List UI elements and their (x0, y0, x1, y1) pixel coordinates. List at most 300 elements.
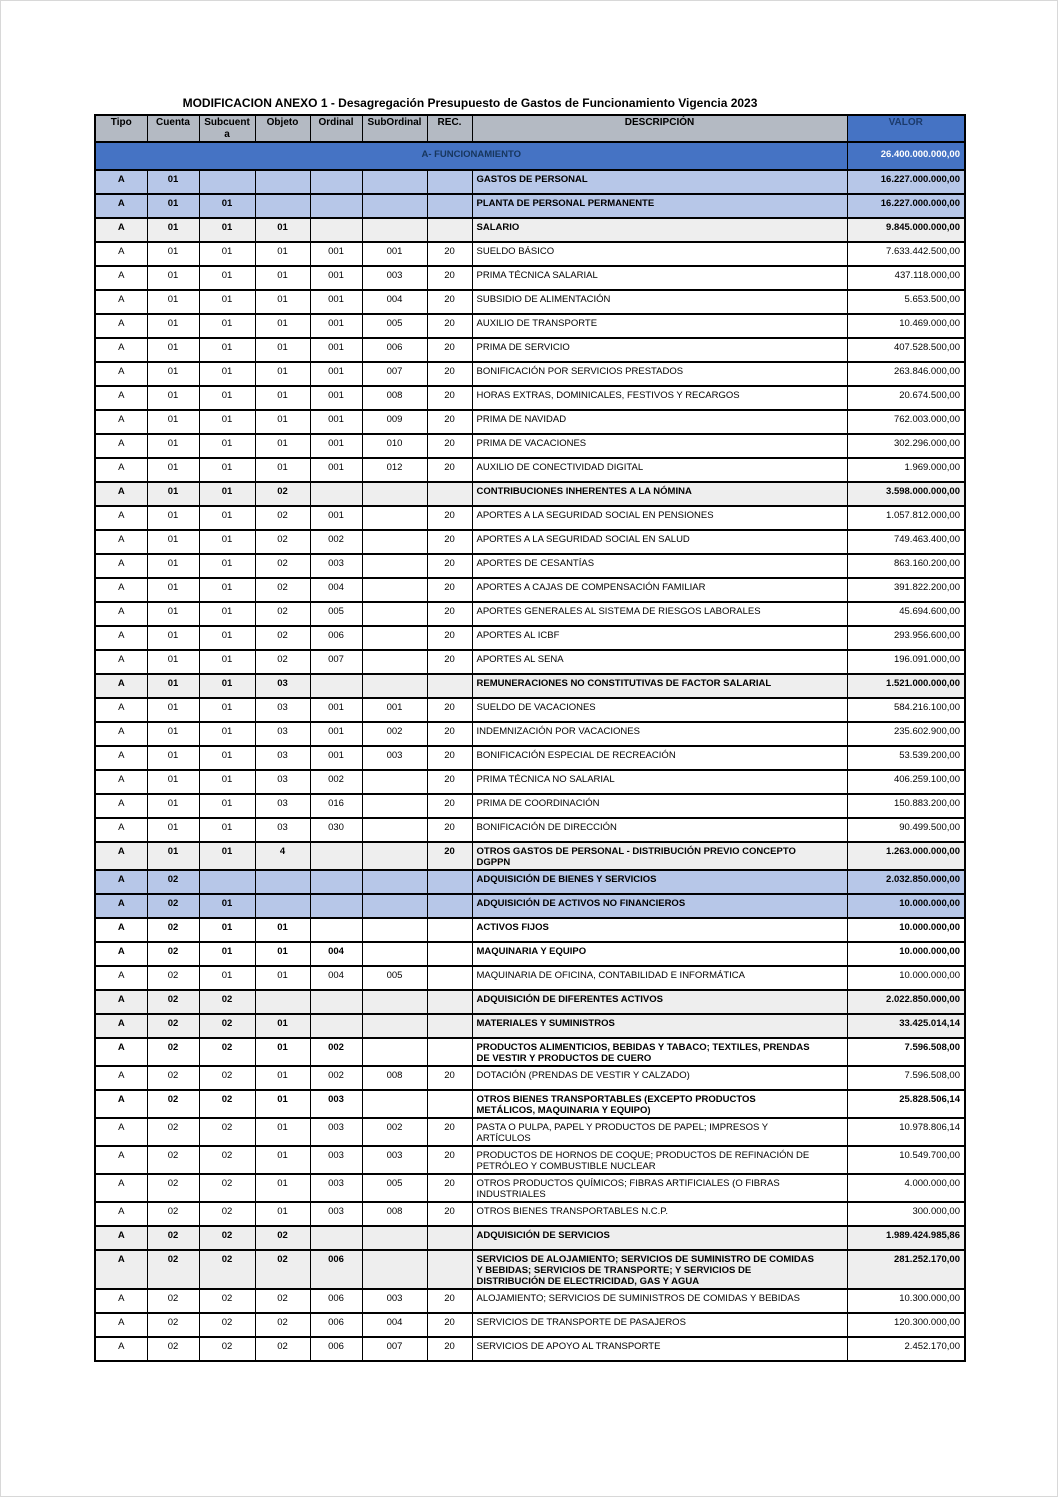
cell-tipo: A (95, 218, 147, 242)
cell-objeto (255, 870, 310, 894)
cell-subcuenta: 01 (199, 942, 255, 966)
cell-objeto: 03 (255, 746, 310, 770)
column-header-subcuenta: Subcuenta (199, 115, 255, 142)
cell-valor: 437.118.000,00 (847, 266, 965, 290)
cell-descripcion: INDEMNIZACIÓN POR VACACIONES (472, 722, 847, 746)
cell-descripcion: SALARIO (472, 218, 847, 242)
cell-objeto: 01 (255, 218, 310, 242)
cell-tipo: A (95, 842, 147, 870)
table-row (95, 194, 965, 218)
cell-rec: 20 (427, 242, 472, 266)
cell-subordinal (362, 602, 427, 626)
cell-descripcion: OTROS BIENES TRANSPORTABLES N.C.P. (472, 1202, 847, 1226)
cell-valor: 5.653.500,00 (847, 290, 965, 314)
cell-ordinal (310, 170, 362, 194)
cell-valor: 10.300.000,00 (847, 1289, 965, 1313)
cell-subcuenta: 01 (199, 290, 255, 314)
cell-subordinal: 003 (362, 1289, 427, 1313)
cell-descripcion: ACTIVOS FIJOS (472, 918, 847, 942)
cell-cuenta: 01 (147, 314, 199, 338)
cell-subcuenta (199, 170, 255, 194)
cell-tipo: A (95, 770, 147, 794)
cell-descripcion: APORTES A CAJAS DE COMPENSACIÓN FAMILIAR (472, 578, 847, 602)
cell-ordinal (310, 842, 362, 870)
cell-ordinal: 006 (310, 1250, 362, 1289)
cell-descripcion: ADQUISICIÓN DE BIENES Y SERVICIOS (472, 870, 847, 894)
cell-tipo: A (95, 990, 147, 1014)
cell-subordinal (362, 918, 427, 942)
cell-cuenta: 02 (147, 1090, 199, 1118)
table-row (95, 1250, 965, 1289)
column-header-rec: REC. (427, 115, 472, 142)
cell-subcuenta: 01 (199, 386, 255, 410)
cell-subordinal (362, 194, 427, 218)
cell-objeto: 01 (255, 338, 310, 362)
cell-cuenta: 01 (147, 194, 199, 218)
cell-ordinal: 001 (310, 698, 362, 722)
cell-valor: 863.160.200,00 (847, 554, 965, 578)
cell-descripcion: APORTES AL ICBF (472, 626, 847, 650)
cell-subcuenta: 02 (199, 1337, 255, 1361)
cell-subcuenta: 01 (199, 218, 255, 242)
cell-valor: 302.296.000,00 (847, 434, 965, 458)
cell-ordinal: 006 (310, 1337, 362, 1361)
cell-rec: 20 (427, 1066, 472, 1090)
cell-subordinal: 008 (362, 386, 427, 410)
cell-valor: 300.000,00 (847, 1202, 965, 1226)
cell-ordinal: 001 (310, 314, 362, 338)
cell-valor: 7.633.442.500,00 (847, 242, 965, 266)
cell-valor: 407.528.500,00 (847, 338, 965, 362)
cell-rec: 20 (427, 698, 472, 722)
cell-subordinal (362, 578, 427, 602)
cell-valor: 1.263.000.000,00 (847, 842, 965, 870)
cell-rec: 20 (427, 1202, 472, 1226)
cell-objeto: 03 (255, 698, 310, 722)
cell-subcuenta: 01 (199, 434, 255, 458)
cell-objeto: 01 (255, 1202, 310, 1226)
cell-subcuenta: 01 (199, 242, 255, 266)
cell-valor: 10.000.000,00 (847, 966, 965, 990)
table-row (95, 314, 965, 338)
cell-rec: 20 (427, 794, 472, 818)
cell-objeto: 01 (255, 314, 310, 338)
cell-rec (427, 170, 472, 194)
cell-ordinal: 001 (310, 266, 362, 290)
cell-valor: 762.003.000,00 (847, 410, 965, 434)
cell-subcuenta: 01 (199, 818, 255, 842)
cell-valor: 10.000.000,00 (847, 942, 965, 966)
cell-rec: 20 (427, 506, 472, 530)
cell-ordinal (310, 194, 362, 218)
cell-cuenta: 02 (147, 1226, 199, 1250)
cell-subordinal: 003 (362, 266, 427, 290)
cell-rec: 20 (427, 1313, 472, 1337)
cell-rec: 20 (427, 770, 472, 794)
cell-cuenta: 01 (147, 266, 199, 290)
cell-cuenta: 01 (147, 218, 199, 242)
cell-cuenta: 02 (147, 966, 199, 990)
cell-subordinal: 002 (362, 722, 427, 746)
cell-objeto: 01 (255, 266, 310, 290)
cell-subordinal: 008 (362, 1066, 427, 1090)
cell-subordinal: 006 (362, 338, 427, 362)
cell-subordinal (362, 1090, 427, 1118)
cell-cuenta: 01 (147, 410, 199, 434)
cell-valor: 16.227.000.000,00 (847, 194, 965, 218)
cell-rec (427, 942, 472, 966)
cell-subordinal: 001 (362, 698, 427, 722)
cell-valor: 2.032.850.000,00 (847, 870, 965, 894)
column-header-valor: VALOR (847, 115, 965, 142)
cell-tipo: A (95, 410, 147, 434)
table-row (95, 338, 965, 362)
table-row (95, 1337, 965, 1361)
cell-valor: 196.091.000,00 (847, 650, 965, 674)
table-row (95, 242, 965, 266)
table-row (95, 746, 965, 770)
cell-rec: 20 (427, 290, 472, 314)
table-row (95, 698, 965, 722)
cell-objeto: 01 (255, 1038, 310, 1066)
cell-tipo: A (95, 698, 147, 722)
cell-objeto: 02 (255, 506, 310, 530)
cell-valor: 10.000.000,00 (847, 894, 965, 918)
table-row (95, 894, 965, 918)
table-row (95, 626, 965, 650)
cell-objeto (255, 194, 310, 218)
cell-descripcion: GASTOS DE PERSONAL (472, 170, 847, 194)
cell-subcuenta: 01 (199, 554, 255, 578)
cell-cuenta: 02 (147, 1118, 199, 1146)
cell-rec: 20 (427, 650, 472, 674)
cell-descripcion: APORTES A LA SEGURIDAD SOCIAL EN PENSIONES (472, 506, 847, 530)
cell-tipo: A (95, 942, 147, 966)
cell-objeto: 01 (255, 434, 310, 458)
cell-cuenta: 01 (147, 578, 199, 602)
cell-subordinal (362, 1226, 427, 1250)
cell-tipo: A (95, 362, 147, 386)
column-header-cuenta: Cuenta (147, 115, 199, 142)
cell-ordinal: 001 (310, 458, 362, 482)
table-row (95, 386, 965, 410)
cell-subcuenta: 02 (199, 990, 255, 1014)
table-row (95, 650, 965, 674)
cell-subordinal (362, 1014, 427, 1038)
cell-tipo: A (95, 674, 147, 698)
cell-rec: 20 (427, 338, 472, 362)
section-label: A- FUNCIONAMIENTO (95, 142, 847, 170)
cell-valor: 1.057.812.000,00 (847, 506, 965, 530)
cell-subcuenta: 01 (199, 842, 255, 870)
cell-subcuenta: 01 (199, 506, 255, 530)
cell-tipo: A (95, 434, 147, 458)
cell-rec: 20 (427, 386, 472, 410)
cell-ordinal (310, 894, 362, 918)
cell-ordinal: 004 (310, 942, 362, 966)
table-row (95, 770, 965, 794)
cell-cuenta: 02 (147, 918, 199, 942)
cell-cuenta: 02 (147, 1014, 199, 1038)
cell-objeto: 03 (255, 770, 310, 794)
cell-objeto: 01 (255, 918, 310, 942)
cell-subordinal (362, 842, 427, 870)
cell-cuenta: 02 (147, 1337, 199, 1361)
cell-subcuenta: 01 (199, 918, 255, 942)
cell-descripcion: OTROS BIENES TRANSPORTABLES (EXCEPTO PRODUCTOS METÁLICOS, MAQUINARIA Y EQUIPO) (472, 1090, 847, 1118)
cell-tipo: A (95, 1337, 147, 1361)
cell-cuenta: 01 (147, 434, 199, 458)
cell-descripcion: PRIMA DE VACACIONES (472, 434, 847, 458)
cell-objeto: 4 (255, 842, 310, 870)
table-row (95, 578, 965, 602)
cell-cuenta: 01 (147, 674, 199, 698)
cell-objeto: 02 (255, 602, 310, 626)
cell-ordinal: 001 (310, 386, 362, 410)
cell-ordinal: 003 (310, 1174, 362, 1202)
cell-cuenta: 01 (147, 530, 199, 554)
cell-subcuenta: 01 (199, 894, 255, 918)
cell-tipo: A (95, 1289, 147, 1313)
cell-objeto: 01 (255, 1174, 310, 1202)
cell-cuenta: 01 (147, 626, 199, 650)
cell-valor: 281.252.170,00 (847, 1250, 965, 1289)
cell-subordinal (362, 650, 427, 674)
cell-ordinal: 002 (310, 530, 362, 554)
cell-tipo: A (95, 170, 147, 194)
table-row (95, 554, 965, 578)
cell-ordinal: 001 (310, 338, 362, 362)
section-value: 26.400.000.000,00 (847, 142, 965, 170)
cell-descripcion: SERVICIOS DE ALOJAMIENTO; SERVICIOS DE SUMINISTRO DE COMIDAS Y BEBIDAS; SERVICIOS DE TRANSPORTE; Y SERVICIOS DE DISTRIBUCIÓN DE ELECTRICIDAD, GAS Y AGUA (472, 1250, 847, 1289)
cell-subcuenta: 01 (199, 626, 255, 650)
table-row (95, 818, 965, 842)
cell-descripcion: AUXILIO DE TRANSPORTE (472, 314, 847, 338)
cell-cuenta: 02 (147, 1289, 199, 1313)
cell-subordinal: 005 (362, 314, 427, 338)
cell-descripcion: PRIMA DE SERVICIO (472, 338, 847, 362)
cell-descripcion: APORTES A LA SEGURIDAD SOCIAL EN SALUD (472, 530, 847, 554)
table-row (95, 434, 965, 458)
cell-descripcion: PRIMA DE NAVIDAD (472, 410, 847, 434)
cell-descripcion: PRIMA DE COORDINACIÓN (472, 794, 847, 818)
cell-objeto: 03 (255, 794, 310, 818)
cell-ordinal: 002 (310, 770, 362, 794)
cell-subordinal (362, 1038, 427, 1066)
column-header-subordinal: SubOrdinal (362, 115, 427, 142)
table-row (95, 530, 965, 554)
cell-rec (427, 482, 472, 506)
cell-cuenta: 02 (147, 1066, 199, 1090)
table-row (95, 362, 965, 386)
cell-objeto: 01 (255, 362, 310, 386)
cell-tipo: A (95, 482, 147, 506)
table-row (95, 674, 965, 698)
cell-objeto: 02 (255, 530, 310, 554)
cell-tipo: A (95, 1313, 147, 1337)
cell-cuenta: 01 (147, 650, 199, 674)
cell-subordinal (362, 530, 427, 554)
cell-ordinal: 016 (310, 794, 362, 818)
cell-cuenta: 01 (147, 458, 199, 482)
cell-objeto: 01 (255, 1146, 310, 1174)
table-row (95, 482, 965, 506)
cell-subcuenta: 01 (199, 530, 255, 554)
cell-ordinal (310, 870, 362, 894)
cell-valor: 10.000.000,00 (847, 918, 965, 942)
cell-cuenta: 02 (147, 870, 199, 894)
cell-descripcion: PLANTA DE PERSONAL PERMANENTE (472, 194, 847, 218)
cell-objeto: 01 (255, 458, 310, 482)
cell-subcuenta: 02 (199, 1202, 255, 1226)
cell-rec (427, 1226, 472, 1250)
cell-subcuenta: 01 (199, 966, 255, 990)
cell-cuenta: 01 (147, 818, 199, 842)
cell-descripcion: APORTES DE CESANTÍAS (472, 554, 847, 578)
cell-descripcion: AUXILIO DE CONECTIVIDAD DIGITAL (472, 458, 847, 482)
table-row (95, 218, 965, 242)
cell-valor: 45.694.600,00 (847, 602, 965, 626)
cell-rec: 20 (427, 362, 472, 386)
cell-tipo: A (95, 602, 147, 626)
cell-subcuenta: 01 (199, 338, 255, 362)
table-row (95, 1313, 965, 1337)
cell-ordinal (310, 1226, 362, 1250)
table-row (95, 870, 965, 894)
table-row (95, 942, 965, 966)
page-title: MODIFICACION ANEXO 1 - Desagregación Presupuesto de Gastos de Funcionamiento Vigencia 2023 (182, 96, 758, 110)
cell-cuenta: 02 (147, 942, 199, 966)
cell-cuenta: 01 (147, 290, 199, 314)
cell-subcuenta: 01 (199, 794, 255, 818)
cell-tipo: A (95, 314, 147, 338)
cell-rec: 20 (427, 266, 472, 290)
cell-tipo: A (95, 722, 147, 746)
cell-rec (427, 1038, 472, 1066)
cell-subordinal (362, 1250, 427, 1289)
cell-rec: 20 (427, 314, 472, 338)
table-row (95, 1202, 965, 1226)
cell-subordinal: 003 (362, 746, 427, 770)
cell-objeto: 01 (255, 242, 310, 266)
cell-ordinal: 004 (310, 578, 362, 602)
cell-ordinal: 001 (310, 506, 362, 530)
table-row (95, 1146, 965, 1174)
cell-ordinal: 003 (310, 1090, 362, 1118)
cell-tipo: A (95, 626, 147, 650)
cell-subcuenta: 01 (199, 746, 255, 770)
cell-ordinal: 001 (310, 242, 362, 266)
cell-objeto: 03 (255, 818, 310, 842)
cell-subcuenta: 01 (199, 722, 255, 746)
cell-subcuenta: 01 (199, 770, 255, 794)
cell-objeto (255, 990, 310, 1014)
cell-rec (427, 1090, 472, 1118)
cell-tipo: A (95, 506, 147, 530)
cell-rec (427, 894, 472, 918)
cell-tipo: A (95, 458, 147, 482)
cell-cuenta: 01 (147, 794, 199, 818)
cell-objeto (255, 170, 310, 194)
cell-objeto (255, 894, 310, 918)
cell-subordinal: 004 (362, 1313, 427, 1337)
cell-tipo: A (95, 1250, 147, 1289)
cell-cuenta: 01 (147, 338, 199, 362)
cell-subordinal (362, 942, 427, 966)
cell-tipo: A (95, 1202, 147, 1226)
cell-subordinal (362, 170, 427, 194)
table-row (95, 506, 965, 530)
cell-cuenta: 01 (147, 554, 199, 578)
cell-tipo: A (95, 578, 147, 602)
cell-ordinal (310, 990, 362, 1014)
cell-cuenta: 01 (147, 242, 199, 266)
cell-rec (427, 918, 472, 942)
table-row (95, 794, 965, 818)
cell-subordinal: 010 (362, 434, 427, 458)
cell-subcuenta: 01 (199, 314, 255, 338)
cell-tipo: A (95, 818, 147, 842)
cell-ordinal: 001 (310, 434, 362, 458)
cell-ordinal: 005 (310, 602, 362, 626)
cell-tipo: A (95, 530, 147, 554)
cell-rec: 20 (427, 530, 472, 554)
cell-valor: 9.845.000.000,00 (847, 218, 965, 242)
cell-rec (427, 194, 472, 218)
cell-cuenta: 02 (147, 1250, 199, 1289)
cell-descripcion: OTROS PRODUCTOS QUÍMICOS; FIBRAS ARTIFICIALES (O FIBRAS INDUSTRIALES (472, 1174, 847, 1202)
cell-tipo: A (95, 918, 147, 942)
cell-objeto: 02 (255, 1250, 310, 1289)
cell-tipo: A (95, 870, 147, 894)
cell-ordinal: 001 (310, 362, 362, 386)
cell-descripcion: SUBSIDIO DE ALIMENTACIÓN (472, 290, 847, 314)
cell-subordinal: 008 (362, 1202, 427, 1226)
cell-descripcion: ALOJAMIENTO; SERVICIOS DE SUMINISTROS DE COMIDAS Y BEBIDAS (472, 1289, 847, 1313)
cell-descripcion: MAQUINARIA DE OFICINA, CONTABILIDAD E INFORMÁTICA (472, 966, 847, 990)
cell-descripcion: HORAS EXTRAS, DOMINICALES, FESTIVOS Y RECARGOS (472, 386, 847, 410)
cell-subordinal (362, 506, 427, 530)
table-row (95, 1090, 965, 1118)
cell-subcuenta: 02 (199, 1313, 255, 1337)
cell-cuenta: 01 (147, 770, 199, 794)
cell-cuenta: 01 (147, 722, 199, 746)
cell-subcuenta: 01 (199, 410, 255, 434)
cell-subordinal (362, 870, 427, 894)
cell-subordinal (362, 626, 427, 650)
cell-tipo: A (95, 1090, 147, 1118)
table-row (95, 842, 965, 870)
cell-valor: 293.956.600,00 (847, 626, 965, 650)
cell-subcuenta: 02 (199, 1066, 255, 1090)
cell-cuenta: 01 (147, 386, 199, 410)
cell-rec (427, 218, 472, 242)
cell-rec: 20 (427, 626, 472, 650)
cell-ordinal: 003 (310, 554, 362, 578)
cell-subcuenta: 01 (199, 194, 255, 218)
cell-valor: 53.539.200,00 (847, 746, 965, 770)
cell-subcuenta: 02 (199, 1289, 255, 1313)
cell-cuenta: 02 (147, 990, 199, 1014)
cell-subcuenta: 01 (199, 674, 255, 698)
cell-cuenta: 02 (147, 1174, 199, 1202)
cell-rec: 20 (427, 746, 472, 770)
table-row (95, 1066, 965, 1090)
cell-cuenta: 02 (147, 894, 199, 918)
cell-descripcion: PRIMA TÉCNICA NO SALARIAL (472, 770, 847, 794)
cell-ordinal: 030 (310, 818, 362, 842)
cell-subordinal: 002 (362, 1118, 427, 1146)
